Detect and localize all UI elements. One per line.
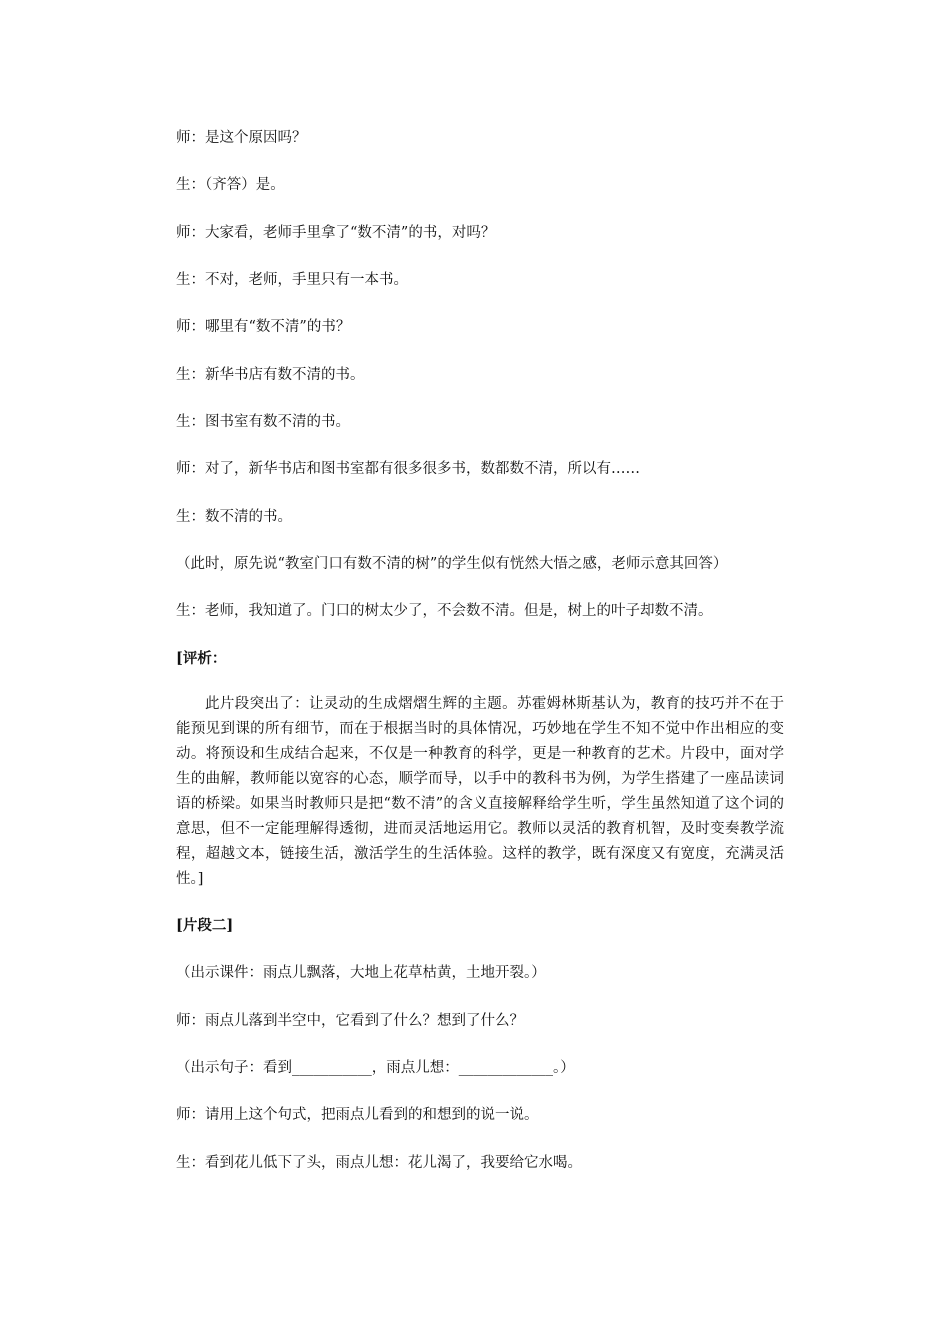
dialogue-line: 师：是这个原因吗？ [176,130,307,146]
dialogue-line: 生：图书室有数不清的书。 [176,414,350,430]
dialogue-line: 师：雨点儿落到半空中，它看到了什么？想到了什么？ [176,1013,524,1029]
dialogue-line: 生：看到花儿低下了头，雨点儿想：花儿渴了，我要给它水喝。 [176,1155,582,1171]
dialogue-line: 师：哪里有“数不清”的书？ [176,319,351,335]
dialogue-line: 师：对了，新华书店和图书室都有很多很多书，数都数不清，所以有…… [176,461,640,477]
sentence-pattern: （出示句子：看到___________，雨点儿想：_____________。） [176,1060,575,1076]
segment-heading: [片段二] [176,917,234,934]
dialogue-line: 师：大家看，老师手里拿了“数不清”的书，对吗？ [176,225,496,241]
stage-direction: （此时，原先说“教室门口有数不清的树”的学生似有恍然大悟之感，老师示意其回答） [176,556,728,572]
dialogue-line: 师：请用上这个句式，把雨点儿看到的和想到的说一说。 [176,1107,539,1123]
analysis-heading: [评析： [176,650,227,667]
stage-direction: （出示课件：雨点儿飘落，大地上花草枯黄，土地开裂。） [176,965,546,981]
dialogue-line: 生：（齐答）是。 [176,177,285,193]
dialogue-line: 生：新华书店有数不清的书。 [176,367,365,383]
dialogue-line: 生：不对，老师，手里只有一本书。 [176,272,408,288]
dialogue-line: 生：老师，我知道了。门口的树太少了，不会数不清。但是，树上的叶子却数不清。 [176,603,713,619]
analysis-paragraph: 此片段突出了：让灵动的生成熠熠生辉的主题。苏霍姆林斯基认为，教育的技巧并不在于能预见到课的所有细节，而在于根据当时的具体情况，巧妙地在学生不知不觉中作出相应的变动。将预设和生成结合起来，不仅是一种教育的科学，更是一种教育的艺术。片段中，面对学生的曲解，教师能以宽容的心态，顺学而导，以手中的教科书为例，为学生搭建了一座品读词语的桥梁。如果当时教师只是把“数不清”的含义直接解释给学生听，学生虽然知道了这个词的意思，但不一定能理解得透彻，进而灵活地运用它。教师以灵活的教育机智，及时变奏教学流程，超越文本，链接生活，激活学生的生活体验。这样的教学，既有深度又有宽度，充满灵活性。] [176,696,784,887]
dialogue-line: 生：数不清的书。 [176,509,292,525]
